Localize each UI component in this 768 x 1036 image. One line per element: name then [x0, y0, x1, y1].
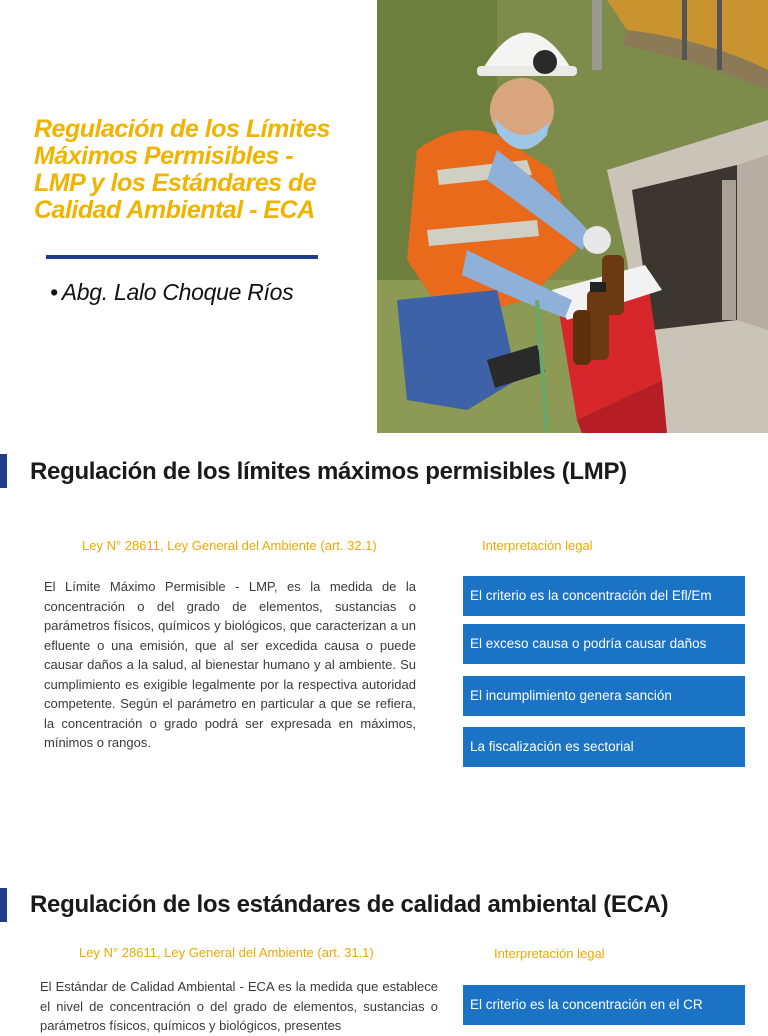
interpretation-heading: Interpretación legal: [494, 946, 605, 961]
title-slide: [0, 0, 768, 433]
interpretation-item: El incumplimiento genera sanción: [463, 676, 745, 716]
title-line: LMP y los Estándares de: [34, 169, 317, 197]
law-heading: Ley N° 28611, Ley General del Ambiente (art. 31.1): [79, 945, 374, 960]
title-divider: [46, 255, 318, 259]
interpretation-item: El criterio es la concentración del Efl/Em: [463, 576, 745, 616]
lmp-definition-text: El Límite Máximo Permisible - LMP, es la medida de la concentración o del grado de elementos, sustancias o parámetros físicos, químicos y biológicos, que caracterizan a un efluente o una emisión, que al ser excedida causa o puede causar daños a la salud, al bienestar humano y al ambiente. Su cumplimiento es exigible legalmente por la respectiva autoridad competente. Según el parámetro en particular a que se refiera, la concentración o grado podrá ser expresada en máximos, mínimos o rangos.: [44, 579, 416, 750]
author-line: [50, 279, 293, 306]
slide-title: Regulación de los estándares de calidad ambiental (ECA): [30, 891, 669, 918]
author-name: Abg. Lalo Choque Ríos: [61, 279, 294, 305]
interpretation-item: El exceso causa o podría causar daños: [463, 624, 745, 664]
title-accent-bar: [0, 454, 7, 488]
slide-title: Regulación de los límites máximos permisibles (LMP): [30, 458, 627, 485]
interpretation-item: El criterio es la concentración en el CR: [463, 985, 745, 1025]
presentation-title: [34, 116, 374, 224]
eca-slide: [0, 858, 768, 1033]
lmp-slide: [0, 433, 768, 858]
eca-definition-text: El Estándar de Calidad Ambiental - ECA es la medida que establece el nivel de concentración o del grado de elementos, sustancias o parámetros físicos, químicos y biológicos, presentes: [40, 979, 438, 1033]
title-accent-bar: [0, 888, 7, 922]
title-line: Regulación de los Límites: [34, 115, 330, 143]
bullet: •: [50, 279, 58, 305]
title-line: Calidad Ambiental - ECA: [34, 196, 315, 224]
interpretation-item: La fiscalización es sectorial: [463, 727, 745, 767]
title-line: Máximos Permisibles -: [34, 142, 294, 170]
field-sampling-photo: [377, 0, 768, 433]
interpretation-heading: Interpretación legal: [482, 538, 593, 553]
law-heading: Ley N° 28611, Ley General del Ambiente (art. 32.1): [82, 538, 377, 553]
